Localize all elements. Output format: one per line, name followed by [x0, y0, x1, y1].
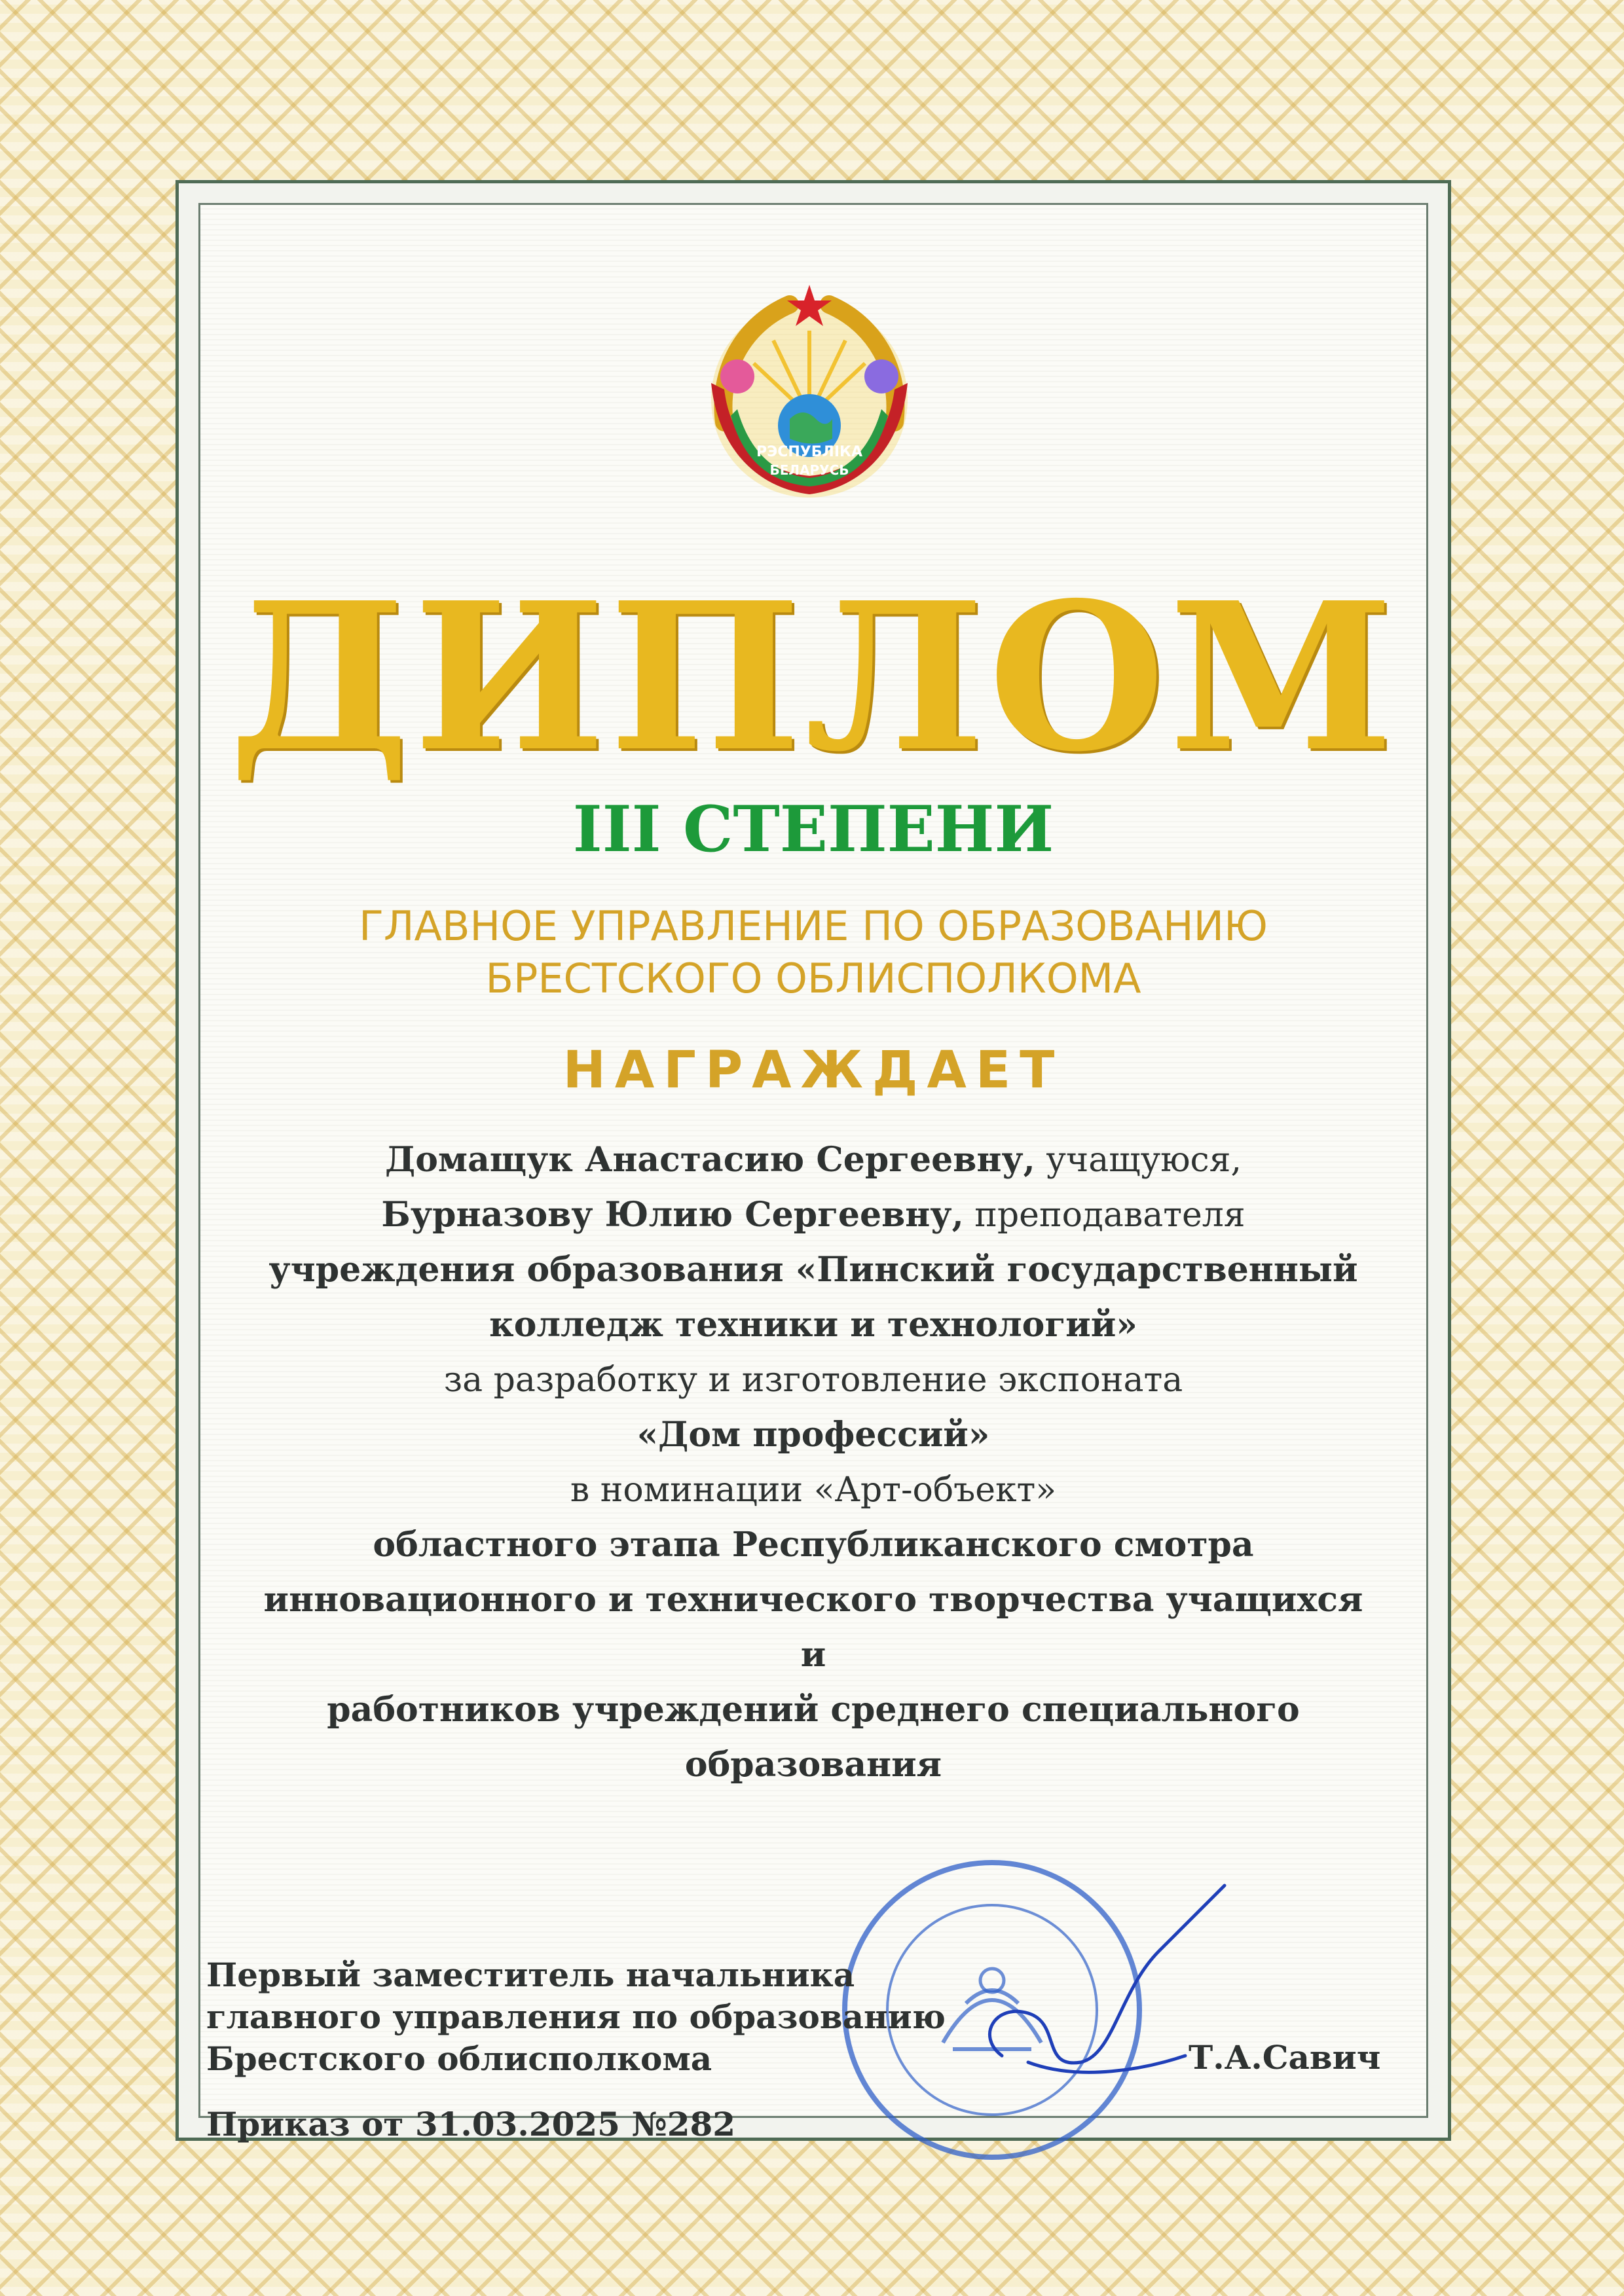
event-line-3: работников учреждений среднего специального образования: [327, 1690, 1300, 1785]
exhibit-name: «Дом профессий»: [637, 1415, 990, 1455]
institution-line-2: колледж техники и технологий»: [489, 1305, 1137, 1345]
event-line-2: инновационного и технического творчества учащихся и: [263, 1580, 1363, 1675]
signer-line-1: Первый заместитель начальника: [206, 1956, 855, 1994]
award-body: [249, 1133, 1378, 1793]
recipient-role-1: учащуюся,: [1046, 1140, 1242, 1180]
belarus-coat-of-arms-icon: [698, 278, 921, 527]
event-line-1: областного этапа Республиканского смотра: [373, 1525, 1254, 1565]
diploma-degree: III СТЕПЕНИ: [572, 792, 1054, 866]
awards-heading: НАГРАЖДАЕТ: [563, 1041, 1064, 1100]
emblem-ribbon-top: РЭСПУБЛІКА: [756, 444, 863, 460]
organization-line-1: ГЛАВНОЕ УПРАВЛЕНИЕ ПО ОБРАЗОВАНИЮ: [359, 902, 1268, 950]
recipient-role-2: преподавателя: [974, 1195, 1246, 1235]
diploma-title: ДИПЛОМ: [229, 558, 1398, 797]
order-reference: Приказ от 31.03.2025 №282: [206, 2105, 736, 2143]
institution-line-1: учреждения образования «Пинский государственный: [268, 1250, 1358, 1290]
recipient-name-2: Бурназову Юлию Сергеевну,: [381, 1195, 964, 1235]
signer-line-2: главного управления по образованию: [206, 1997, 946, 2036]
signer-line-3: Брестского облисполкома: [206, 2039, 712, 2078]
organization-line-2: БРЕСТСКОГО ОБЛИСПОЛКОМА: [485, 955, 1141, 1002]
emblem-ribbon-bottom: БЕЛАРУСЬ: [769, 462, 849, 478]
signer-title: [206, 1954, 946, 2080]
recipient-name-1: Домащук Анастасию Сергеевну,: [385, 1140, 1035, 1180]
nomination-line: в номинации «Арт-объект»: [570, 1470, 1057, 1510]
signer-name: Т.А.Савич: [1189, 2038, 1381, 2077]
recipient-line-1: [249, 1133, 1378, 1188]
recipient-line-2: [249, 1188, 1378, 1243]
issuing-organization: [175, 900, 1451, 1005]
reason-line: за разработку и изготовление экспоната: [443, 1360, 1183, 1400]
